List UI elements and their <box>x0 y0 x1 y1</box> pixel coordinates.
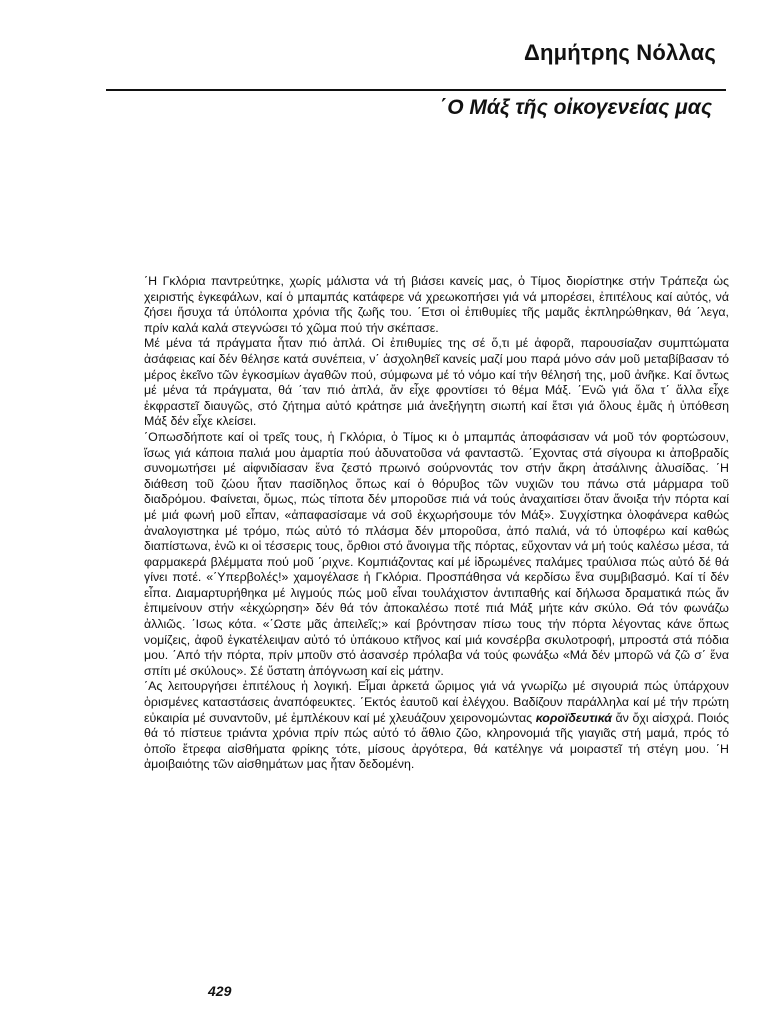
paragraph: ΄Οπωσδήποτε καί οἱ τρεῖς τους, ἡ Γκλόρια, ὁ Τίμος κι ὁ μπαμπάς ἀποφάσισαν νά μοῦ τόν φορτώσουν, ἴσως γιά κάποια παλιά μου ἁμαρτία πού ἀδυνατοῦσα νά φανταστῶ. ΄Εχοντας στά σίγουρα κι ἀποβραδίς συνομωτήσει μέ αἰφνιδίασαν ἕνα ζεστό πρωινό σούρνοντάς τον στήν ἄκρη ἀτσάλινης ἁλυσίδας. ΄Η διάθεση τοῦ ζώου ἦταν πασίδηλος ὅπως καί ὁ θόρυβος τῶν νυχιῶν του πάνω στά μάρμαρα τοῦ διαδρόμου. Φαίνεται, ὅμως, πώς τίποτα δέν μποροῦσε πιά νά τούς ἀναχαιτίσει ὅταν ἄνοιξα τήν πόρτα καί μέ μιά φωνή μοῦ εἶπαν, «ἀπαφασίσαμε νά σοῦ ἐκχωρήσουμε τόν Μάξ». Συγχίστηκα ὁλοφάνερα καθώς ἀναλογιστηκα μέ τρόμο, πώς αὐτό τό πλάσμα δέν μποροῦσα, ἀπό παλιά, νά τό ὑποφέρω καί καθώς διαπίστωνα, ἐνῶ κι οἱ τέσσερις τους, ὄρθιοι στό ἄνοιγμα τῆς πόρτας, εὔχονταν νά μή τούς καλέσω μέσα, τά φαρμακερά βλέμματα πού μοῦ ΄ριχνε. Κομπιάζοντας καί μέ ἱδρωμένες παλάμες τραύλισα πώς αὐτό δέ θά γίνει ποτέ. «΄Υπερβολές!» χαμογέλασε ἡ Γκλόρια. Προσπάθησα νά κερδίσω ἕνα συμβιβασμό. Καί τί δέν εἶπα. Διαμαρτυρήθηκα μέ λιγμούς πώς μοῦ εἶναι τουλάχιστον ἀντιπαθής καί δήλωσα δραματικά πώς ἄν ἐπιμείνουν στήν «ἐκχώρηση» δέν θά τόν ἀποκαλέσω ποτέ πιά Μάξ μήτε κάν σκύλο. Θά τόν φωνάζω ἀλλιῶς. ΄Ισως κότα. «΄Ωστε μᾶς ἀπειλεῖς;» καί βρόντησαν πίσω τους τήν πόρτα λέγοντας κάνε ὅπως νομίζεις, ἀφοῦ ἐγκατέλειψαν αὐτό τό ὑπάκουο κτῆνος καί μιά κονσέρβα σκυλοτροφή, μπροστά στά πόδια μου. ΄Από τήν πόρτα, πρίν μποῦν στό ἀσανσέρ πρόλαβα νά τούς φωνάξω «Μά δέν μπορῶ νά ζῶ σ΄ ἕνα σπίτι μέ σκύλους». Σέ ὕστατη ἀπόγνωση καί εἰς μάτην. <box>144 429 729 678</box>
paragraph: Μέ μένα τά πράγματα ἦταν πιό ἁπλά. Οἱ ἐπιθυμίες της σέ ὅ,τι μέ ἀφορᾶ, παρουσίαζαν συμπτώματα ἀσάφειας καί δέν θέλησε κατά συνέπεια, ν΄ ἀσχοληθεῖ κανείς μαζί μου παρά μόνο σάν μοῦ μεταβίβασαν τό μέρος ἐκεῖνο τῶν ἐγκοσμίων ἀγαθῶν πού, σύμφωνα μέ τό νόμο καί τήν θέλησή της, μοῦ ἀνῆκε. Καί ὄντως μέ μένα τά πράγματα, θά ΄ταν πιό ἁπλά, ἄν εἶχε φροντίσει τό θέμα Μάξ. ΄Ενῶ γιά ὅλα τ΄ ἄλλα εἶχε ἐκφραστεῖ διαυγῶς, στό ζήτημα αὐτό κράτησε μιά ἀνεξήγητη σιωπή καί ἔτσι γιά ὅλους ἐμᾶς ἡ ὑπόθεση Μάξ δέν εἶχε κλείσει. <box>144 336 729 429</box>
author-name: Δημήτρης Νόλλας <box>523 40 716 65</box>
paragraph: ΄Η Γκλόρια παντρεύτηκε, χωρίς μάλιστα νά τή βιάσει κανείς μας, ὁ Τίμος διορίστηκε στήν Τράπεζα ὡς χειριστής ἐγκεφάλων, καί ὁ μπαμπάς κατάφερε νά χρεωκοπήσει γιά νά μπορέσει, ἐπιτέλους καί αὐτός, νά ζήσει ἥσυχα τά ὑπόλοιπα χρόνια τῆς ζωῆς του. ΄Ετσι οἱ ἐπιθυμίες τῆς μαμᾶς ἐκπληρώθηκαν, θά ΄λεγα, πρίν καλά καλά στεγνώσει τό χῶμα πού τήν σκέπασε. <box>144 274 729 335</box>
paragraph: ΄Ας λειτουργήσει ἐπιτέλους ἡ λογική. Εἶμαι ἀρκετά ὥριμος γιά νά γνωρίζω μέ σιγουριά πώς ὑπάρχουν ὁρισμένες καταστάσεις ἀναπόφευκτες. ΄Εκτός ἑαυτοῦ καί ἐλέγχου. Βαδίζουν παράλληλα καί μέ τήν πρώτη εὐκαιρία μέ συναντοῦν, μέ ἐμπλέκουν καί μέ χλευάζουν χειρονομώντας κοροϊδευτικά ἄν ὄχι αἰσχρά. Ποιός θά τό πίστευε τριάντα χρόνια πρίν πώς αὐτό τό ἄθλιο ζῶο, κληρονομιά τῆς γιαγιᾶς στή μαμά, πρός τό ὁποῖο ἔτρεφα αἰσθήματα φρίκης τότε, μίσους ἀργότερα, θά κατέληγε νά μοιραστεῖ τή στέγη μου. ΄Η ἀμοιβαιότης τῶν αἰσθημάτων μας ἦταν δεδομένη. <box>144 679 730 772</box>
emphasized-word: κοροϊδευτικά <box>535 710 612 725</box>
header-rule <box>106 89 726 91</box>
page-number: 429 <box>208 983 232 999</box>
story-title: ΄Ο Μάξ τῆς οἰκογενείας μας <box>440 96 712 119</box>
story-body <box>144 274 729 773</box>
